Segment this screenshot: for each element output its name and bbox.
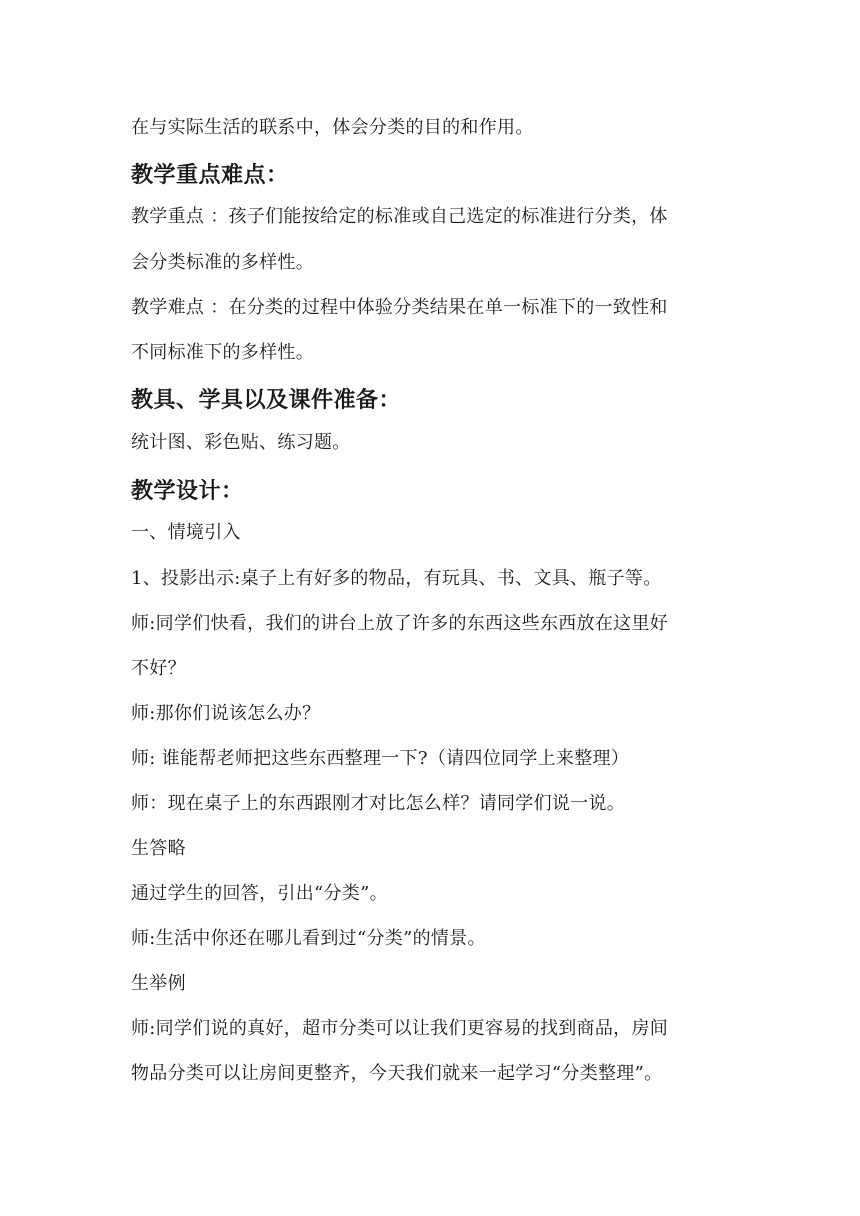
difficulty-line-1: 教学难点 ：在分类的过程中体验分类结果在单一标准下的一致性和	[131, 297, 668, 318]
design-line: 师：现在桌子上的东西跟刚才对比怎么样？请同学们说一说。	[131, 793, 626, 814]
intro-line: 在与实际生活的联系中，体会分类的目的和作用。	[131, 117, 534, 138]
design-line: 生答略	[131, 838, 186, 859]
difficulty-line-2: 不同标准下的多样性。	[131, 342, 314, 363]
design-line: 生举例	[131, 973, 186, 994]
design-line: 通过学生的回答，引出“分类”。	[131, 883, 388, 904]
focus-line-1: 教学重点 ：孩子们能按给定的标准或自己选定的标准进行分类，体	[131, 206, 668, 227]
design-line: 不好？	[131, 658, 186, 679]
design-line: 师:同学们说的真好，超市分类可以让我们更容易的找到商品，房间	[131, 1018, 669, 1039]
design-heading: 教学设计：	[131, 478, 244, 504]
materials-text: 统计图、彩色贴、练习题。	[131, 432, 351, 453]
design-line: 师: 谁能帮老师把这些东西整理一下?（请四位同学上来整理）	[131, 748, 630, 769]
section-1-title: 一、情境引入	[131, 522, 241, 543]
focus-line-2: 会分类标准的多样性。	[131, 252, 314, 273]
design-line: 师:那你们说该怎么办？	[131, 703, 321, 724]
design-line: 师:同学们快看，我们的讲台上放了许多的东西这些东西放在这里好	[131, 613, 669, 634]
design-line: 物品分类可以让房间更整齐，今天我们就来一起学习“分类整理”。	[131, 1063, 663, 1084]
key-points-heading: 教学重点难点：	[131, 162, 289, 188]
design-line: 1、投影出示:桌子上有好多的物品，有玩具、书、文具、瓶子等。	[131, 568, 662, 589]
design-line: 师:生活中你还在哪儿看到过“分类”的情景。	[131, 928, 486, 949]
materials-heading: 教具、学具以及课件准备：	[131, 387, 402, 413]
